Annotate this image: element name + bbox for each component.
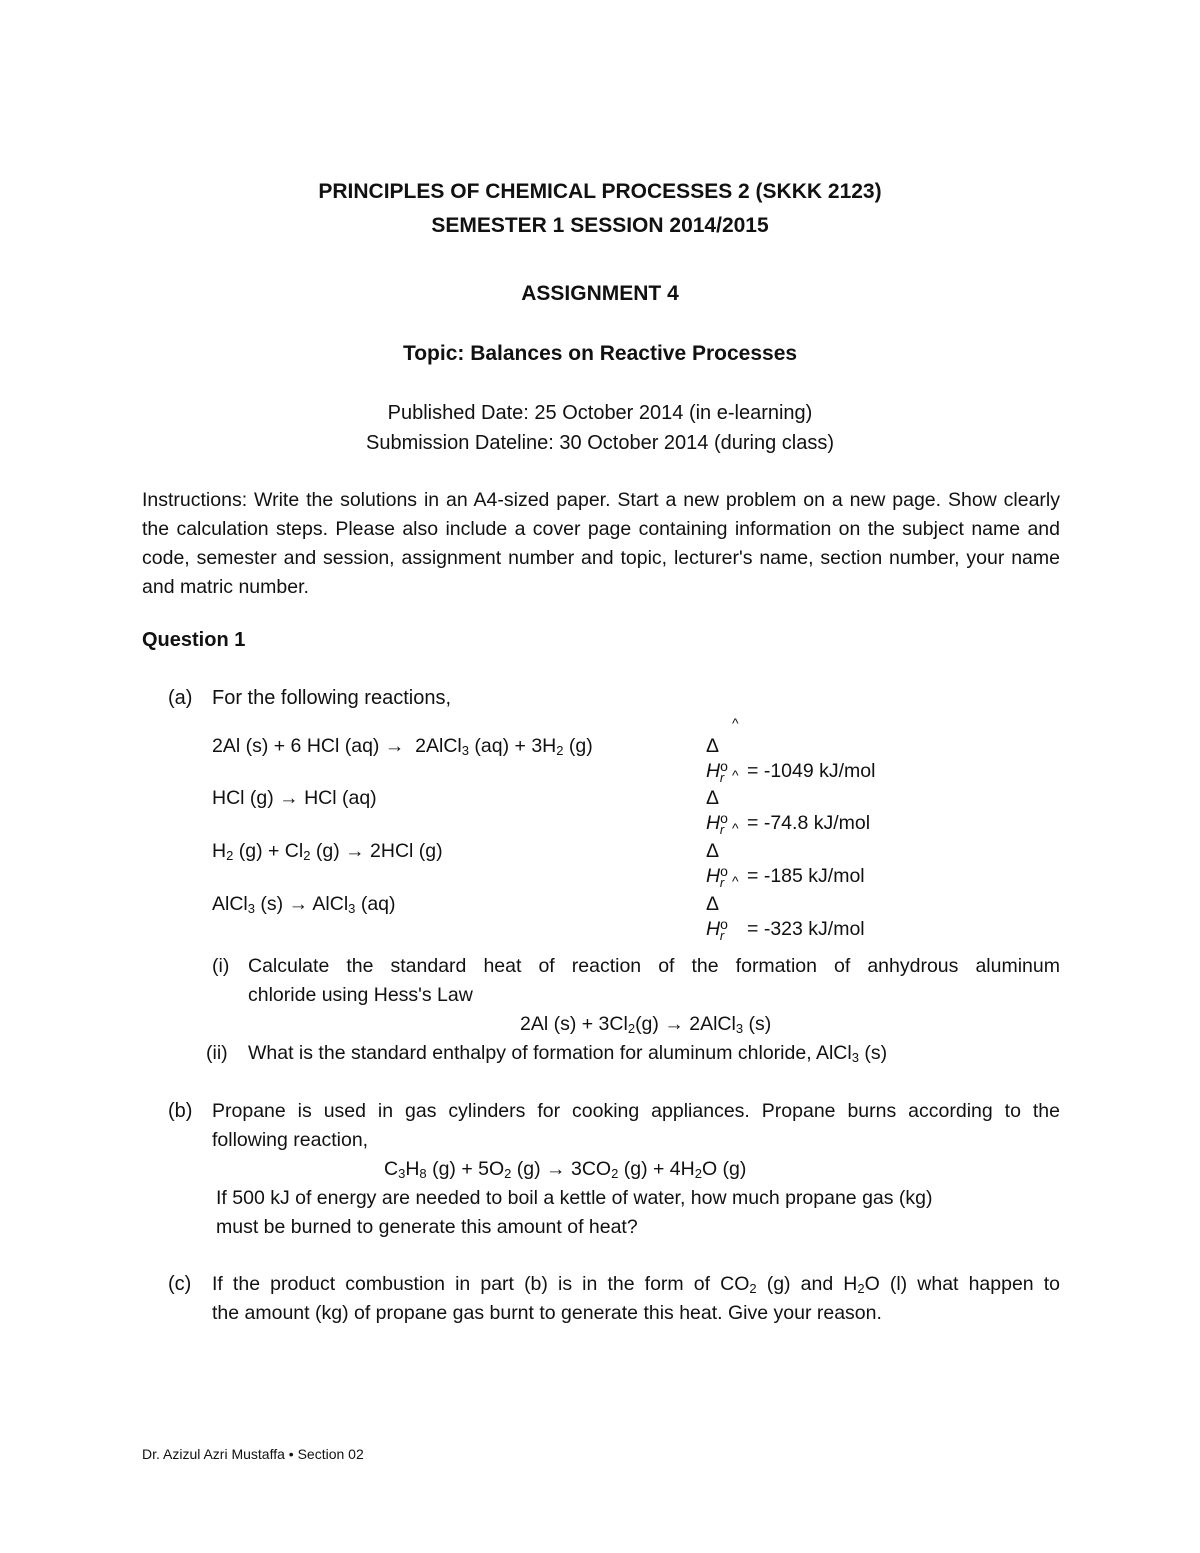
part-c-line1: If the product combustion in part (b) is in the form of $CO_2$ (g) and $H_2O$ (l) what happen to: [212, 1273, 1060, 1296]
part-a-ii-text: What is the standard enthalpy of formation for aluminum chloride, AlCl$_3$ (s): [248, 1042, 888, 1065]
assignment-topic: Topic: Balances on Reactive Processes: [402, 342, 798, 365]
part-a-i-text-line1: Calculate the standard heat of reaction of the formation of anhydrous aluminum: [248, 955, 1060, 977]
delta-h-symbol: Δ $H^o_r$ ^: [706, 873, 739, 943]
reaction-4-value: = -323 kJ/mol: [747, 918, 865, 940]
part-a-label: (a): [168, 687, 193, 709]
propane-combustion-equation: $C_3H_8$ $(g) + 5O_2$ $(g) \to 3CO_2$ $(g) + 4H_2O$ (g): [384, 1158, 747, 1181]
delta-h-symbol: Δ $H^o_r$ ^: [706, 767, 739, 837]
part-b-line4: must be burned to generate this amount of heat?: [216, 1216, 638, 1238]
part-b-label: (b): [168, 1100, 193, 1122]
reaction-3-value: = -185 kJ/mol: [747, 865, 865, 887]
reaction-2-equation: HCl (g) → HCl (aq): [212, 787, 377, 809]
part-c-line2: the amount (kg) of propane gas burnt to generate this heat. Give your reason.: [212, 1302, 882, 1324]
part-a-i-text-line2: chloride using Hess's Law: [248, 984, 473, 1006]
reaction-1-equation: 2Al (s) + 6 HCl (aq) → 2AlCl$_3$ $(aq) + 3H_2$ (g): [212, 735, 593, 758]
page-footer: Dr. Azizul Azri Mustaffa • Section 02: [142, 1446, 364, 1462]
part-b-line1: Propane is used in gas cylinders for cooking appliances. Propane burns according to the: [212, 1100, 1060, 1122]
part-c-label: (c): [168, 1273, 192, 1295]
reaction-2-value: = -74.8 kJ/mol: [747, 812, 871, 834]
delta-h-symbol: Δ $H^o_r$ ^: [706, 820, 739, 890]
semester-session: SEMESTER 1 SESSION 2014/2015: [431, 214, 769, 237]
reaction-1-value: = -1049 kJ/mol: [747, 760, 876, 782]
course-title: PRINCIPLES OF CHEMICAL PROCESSES 2 (SKKK 2123): [318, 180, 882, 203]
reaction-3-equation: $H_2$ $(g) + Cl_2$ (g) → 2HCl (g): [212, 840, 443, 863]
part-a-ii-question: What is the standard enthalpy of formation for aluminum chloride, AlCl: [248, 1042, 852, 1064]
part-b-line2: following reaction,: [212, 1129, 369, 1151]
part-a-ii-label: (ii): [206, 1042, 228, 1064]
part-a-i-label: (i): [212, 955, 230, 977]
assignment-number: ASSIGNMENT 4: [521, 282, 679, 305]
reaction-4-equation: AlCl$_3$ (s) → AlCl$_3$ (aq): [212, 893, 396, 916]
part-a-intro: For the following reactions,: [212, 687, 452, 709]
question-1-heading: Question 1: [142, 629, 246, 651]
published-date: Published Date: 25 October 2014 (in e-learning): [387, 402, 813, 424]
part-b-line3: If 500 kJ of energy are needed to boil a kettle of water, how much propane gas (kg): [216, 1187, 933, 1209]
hess-law-target-equation: 2Al $(s) + 3Cl_2(g)$ → 2AlCl$_3$ (s): [520, 1013, 772, 1036]
submission-date: Submission Dateline: 30 October 2014 (during class): [365, 432, 835, 454]
instructions-paragraph: Instructions: Write the solutions in an A4-sized paper. Start a new problem on a new page. Show clearly the calculation steps. Please also include a cover page containing information on the subject name and code, semester and session, assignment number and topic, lecturer's name, section number, your name and matric number.: [142, 489, 1060, 598]
delta-h-symbol: Δ $H^o_r$ ^: [706, 715, 739, 785]
